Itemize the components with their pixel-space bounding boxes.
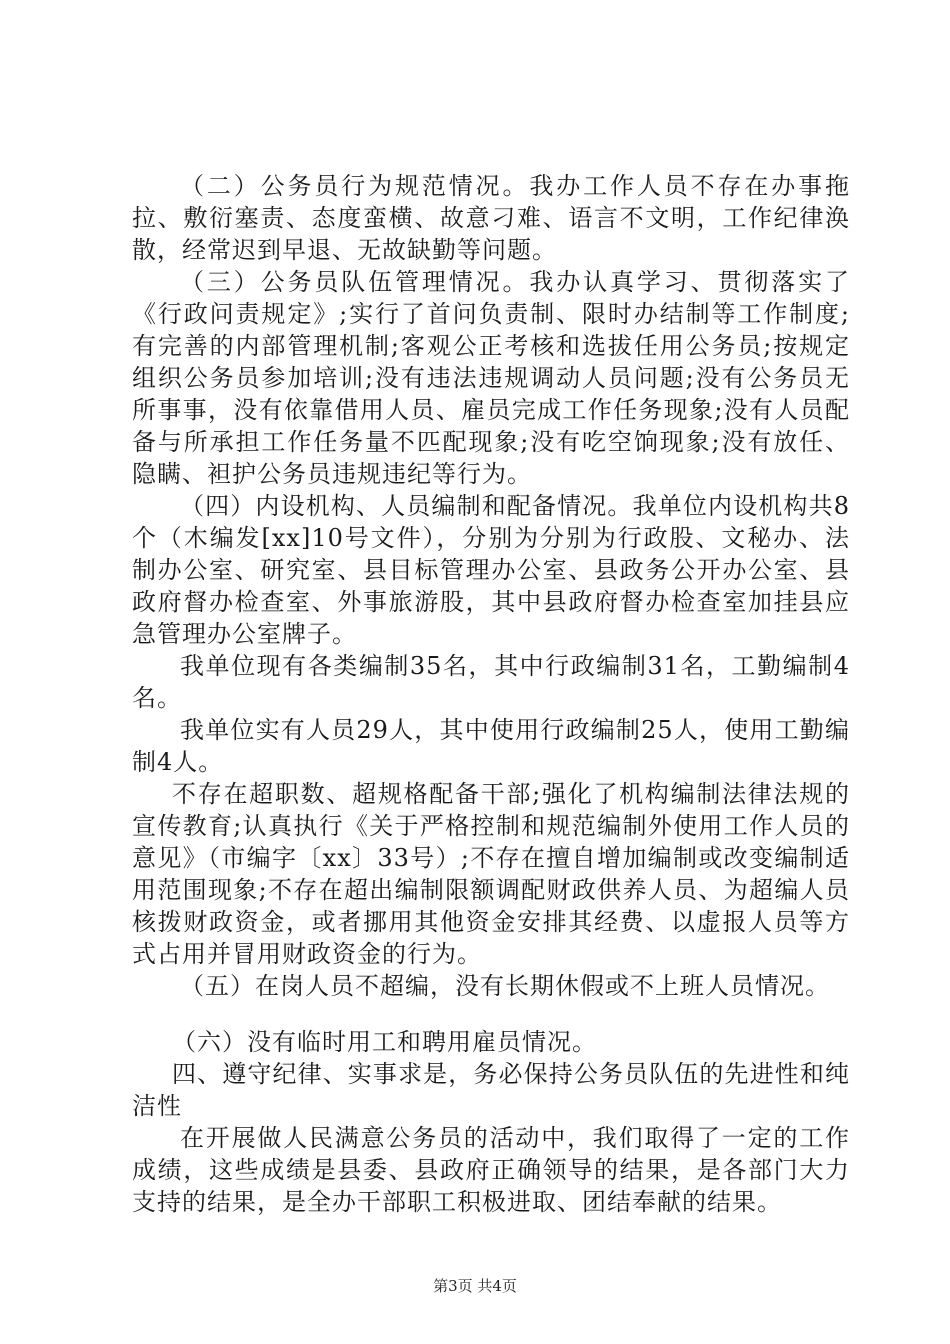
paragraph-no-temp-staff: （六）没有临时用工和聘用雇员情况。 xyxy=(172,1028,597,1056)
paragraph-team-management: （三）公务员队伍管理情况。我办认真学习、贯彻落实了《行政问责规定》;实行了首问负责制、限时办结制等工作制度;有完善的内部管理机制;客观公正考核和选拔任用公务员;按规定组织公务员参加培训;没有违法违规调动人员问题;没有公务员无所事事，没有依靠借用人员、雇员完成工作任务现象;没有人员配备与所承担工作任务量不匹配现象;没有吃空饷现象;没有放任、隐瞒、袒护公务员违规违纪等行为。 xyxy=(132,268,850,488)
paragraph-behavior-norms: （二）公务员行为规范情况。我办工作人员不存在办事拖拉、敷衍塞责、态度蛮横、故意刁难、语言不文明，工作纪律涣散，经常迟到早退、无故缺勤等问题。 xyxy=(132,172,850,264)
paragraph-staffing-quota: 我单位现有各类编制35名，其中行政编制31名，工勤编制4名。 xyxy=(132,652,850,712)
page-number-footer: 第3页 共4页 xyxy=(433,1277,517,1295)
paragraph-achievements: 在开展做人民满意公务员的活动中，我们取得了一定的工作成绩，这些成绩是县委、县政府正确领导的结果，是各部门大力支持的结果，是全办干部职工积极进取、团结奉献的结果。 xyxy=(132,1124,850,1216)
paragraph-compliance: 不存在超职数、超规格配备干部;强化了机构编制法律法规的宣传教育;认真执行《关于严格控制和规范编制外使用工作人员的意见》（市编字〔xx〕33号）;不存在擅自增加编制或改变编制适用范围现象;不存在超出编制限额调配财政供养人员、为超编人员核拨财政资金，或者挪用其他资金安排其经费、以虚报人员等方式占用并冒用财政资金的行为。 xyxy=(132,780,850,968)
section-heading-discipline: 四、遵守纪律、实事求是，务必保持公务员队伍的先进性和纯洁性 xyxy=(132,1060,850,1120)
document-body xyxy=(132,170,850,1218)
paragraph-actual-staff: 我单位实有人员29人，其中使用行政编制25人，使用工勤编制4人。 xyxy=(132,716,850,776)
paragraph-internal-structure: （四）内设机构、人员编制和配备情况。我单位内设机构共8个（木编发[xx]10号文件），分别为分别为行政股、文秘办、法制办公室、研究室、县目标管理办公室、县政务公开办公室、县政府督办检查室、外事旅游股，其中县政府督办检查室加挂县应急管理办公室牌子。 xyxy=(132,492,850,648)
paragraph-no-overstaffing: （五）在岗人员不超编，没有长期休假或不上班人员情况。 xyxy=(180,972,830,1000)
